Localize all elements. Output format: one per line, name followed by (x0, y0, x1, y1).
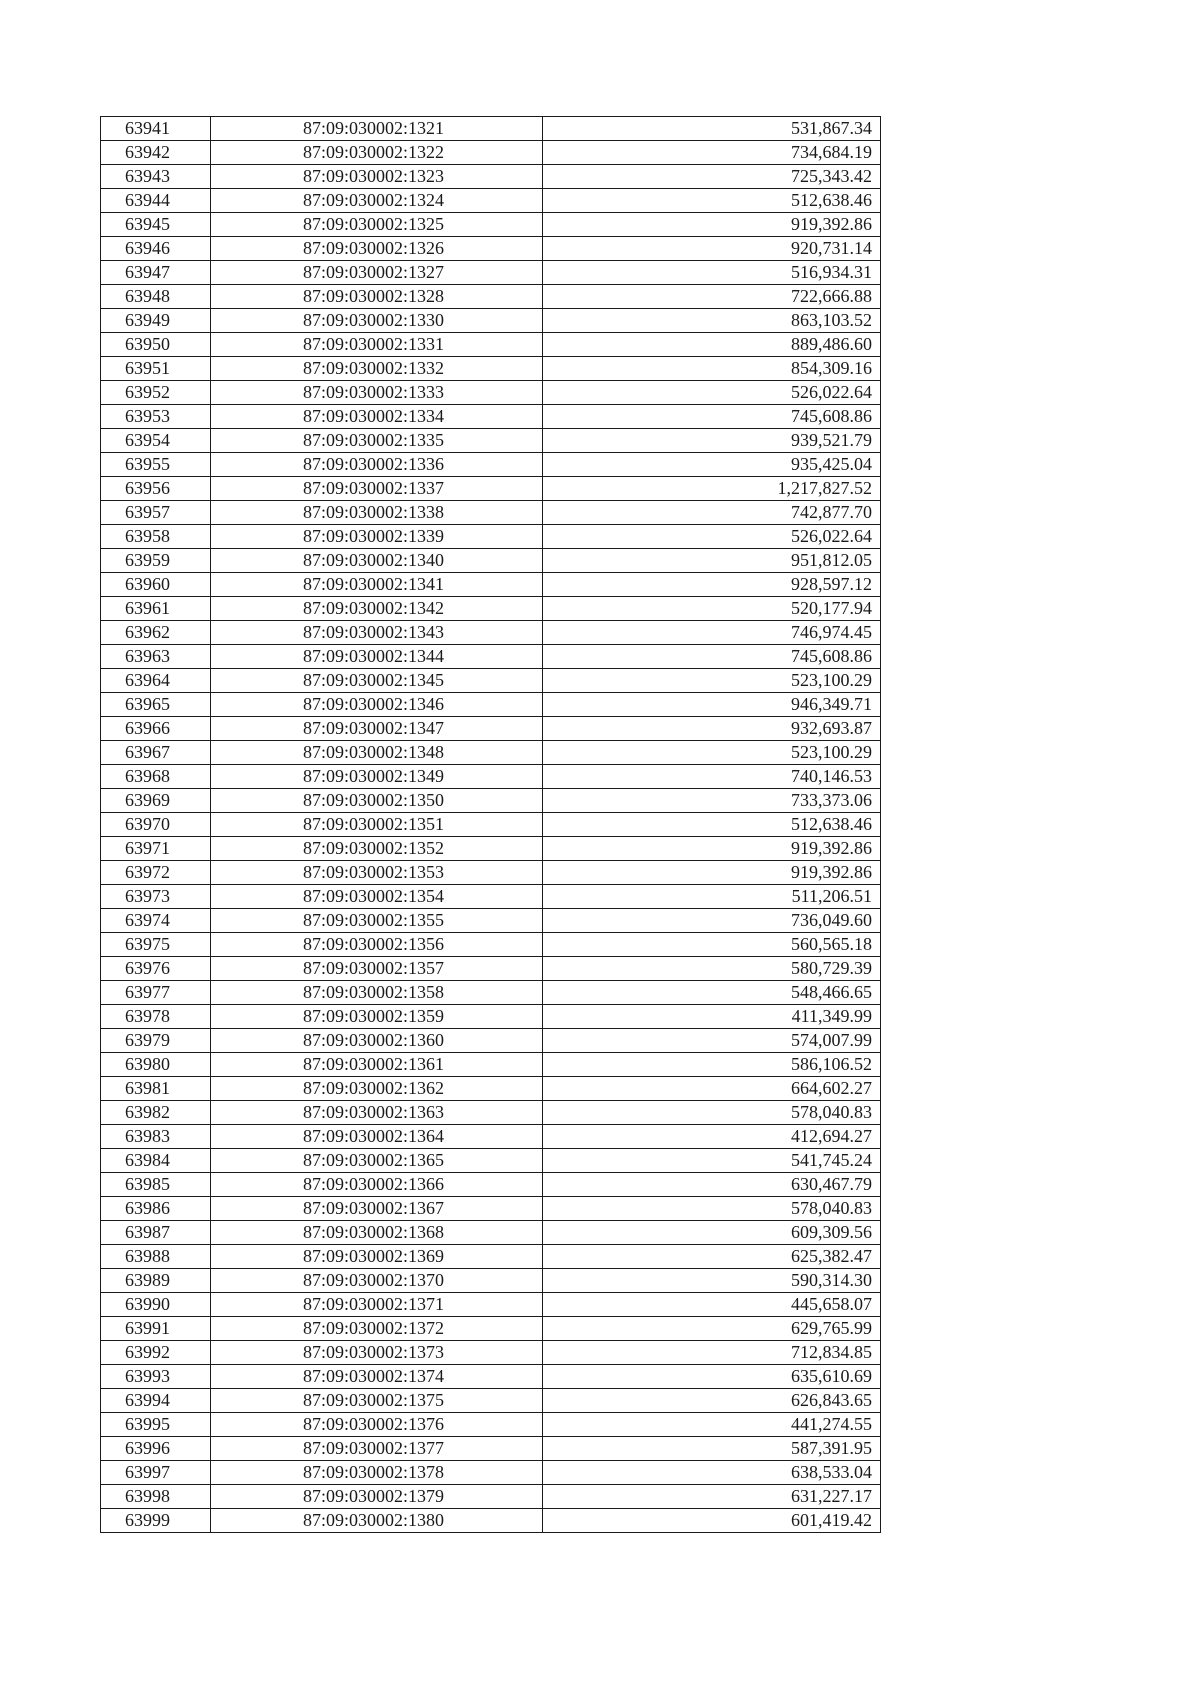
table-row (101, 1365, 881, 1389)
cadastral-value-cell: 586,106.52 (543, 1053, 881, 1077)
cadastral-value-cell: 635,610.69 (543, 1365, 881, 1389)
row-number-cell: 63948 (101, 285, 211, 309)
row-number-cell: 63976 (101, 957, 211, 981)
table-row (101, 165, 881, 189)
cadastral-value-cell: 740,146.53 (543, 765, 881, 789)
row-number-cell: 63981 (101, 1077, 211, 1101)
row-number-cell: 63964 (101, 669, 211, 693)
cadastral-value-cell: 631,227.17 (543, 1485, 881, 1509)
table-row (101, 693, 881, 717)
cadastral-number-cell: 87:09:030002:1354 (211, 885, 543, 909)
row-number-cell: 63972 (101, 861, 211, 885)
cadastral-number-cell: 87:09:030002:1372 (211, 1317, 543, 1341)
cadastral-value-cell: 625,382.47 (543, 1245, 881, 1269)
cadastral-number-cell: 87:09:030002:1356 (211, 933, 543, 957)
table-row (101, 909, 881, 933)
cadastral-value-cell: 526,022.64 (543, 525, 881, 549)
cadastral-value-cell: 512,638.46 (543, 189, 881, 213)
row-number-cell: 63969 (101, 789, 211, 813)
cadastral-number-cell: 87:09:030002:1365 (211, 1149, 543, 1173)
row-number-cell: 63998 (101, 1485, 211, 1509)
row-number-cell: 63985 (101, 1173, 211, 1197)
table-row (101, 405, 881, 429)
row-number-cell: 63973 (101, 885, 211, 909)
cadastral-number-cell: 87:09:030002:1343 (211, 621, 543, 645)
cadastral-value-cell: 928,597.12 (543, 573, 881, 597)
table-row (101, 117, 881, 141)
table-row (101, 1245, 881, 1269)
row-number-cell: 63995 (101, 1413, 211, 1437)
cadastral-value-cell: 664,602.27 (543, 1077, 881, 1101)
row-number-cell: 63992 (101, 1341, 211, 1365)
table-row (101, 837, 881, 861)
table-row (101, 813, 881, 837)
cadastral-value-cell: 951,812.05 (543, 549, 881, 573)
table-row (101, 669, 881, 693)
row-number-cell: 63986 (101, 1197, 211, 1221)
cadastral-number-cell: 87:09:030002:1322 (211, 141, 543, 165)
cadastral-value-cell: 574,007.99 (543, 1029, 881, 1053)
cadastral-value-cell: 412,694.27 (543, 1125, 881, 1149)
row-number-cell: 63947 (101, 261, 211, 285)
cadastral-number-cell: 87:09:030002:1369 (211, 1245, 543, 1269)
table-row (101, 1413, 881, 1437)
table-row (101, 357, 881, 381)
cadastral-number-cell: 87:09:030002:1361 (211, 1053, 543, 1077)
row-number-cell: 63975 (101, 933, 211, 957)
table-row (101, 381, 881, 405)
cadastral-number-cell: 87:09:030002:1335 (211, 429, 543, 453)
row-number-cell: 63980 (101, 1053, 211, 1077)
row-number-cell: 63982 (101, 1101, 211, 1125)
table-row (101, 1341, 881, 1365)
cadastral-value-cell: 733,373.06 (543, 789, 881, 813)
row-number-cell: 63990 (101, 1293, 211, 1317)
cadastral-value-cell: 523,100.29 (543, 669, 881, 693)
cadastral-number-cell: 87:09:030002:1360 (211, 1029, 543, 1053)
cadastral-number-cell: 87:09:030002:1351 (211, 813, 543, 837)
cadastral-number-cell: 87:09:030002:1352 (211, 837, 543, 861)
cadastral-value-cell: 742,877.70 (543, 501, 881, 525)
row-number-cell: 63949 (101, 309, 211, 333)
cadastral-value-cell: 736,049.60 (543, 909, 881, 933)
table-row (101, 189, 881, 213)
table-row (101, 1389, 881, 1413)
row-number-cell: 63951 (101, 357, 211, 381)
table-row (101, 789, 881, 813)
table-row (101, 1101, 881, 1125)
row-number-cell: 63943 (101, 165, 211, 189)
cadastral-value-cell: 526,022.64 (543, 381, 881, 405)
row-number-cell: 63983 (101, 1125, 211, 1149)
cadastral-number-cell: 87:09:030002:1342 (211, 597, 543, 621)
cadastral-number-cell: 87:09:030002:1380 (211, 1509, 543, 1533)
row-number-cell: 63967 (101, 741, 211, 765)
cadastral-value-cell: 580,729.39 (543, 957, 881, 981)
table-row (101, 237, 881, 261)
table-row (101, 477, 881, 501)
cadastral-number-cell: 87:09:030002:1373 (211, 1341, 543, 1365)
cadastral-value-cell: 587,391.95 (543, 1437, 881, 1461)
cadastral-value-cell: 889,486.60 (543, 333, 881, 357)
cadastral-number-cell: 87:09:030002:1344 (211, 645, 543, 669)
cadastral-number-cell: 87:09:030002:1334 (211, 405, 543, 429)
cadastral-number-cell: 87:09:030002:1328 (211, 285, 543, 309)
cadastral-value-cell: 520,177.94 (543, 597, 881, 621)
row-number-cell: 63978 (101, 1005, 211, 1029)
table-row (101, 741, 881, 765)
row-number-cell: 63963 (101, 645, 211, 669)
cadastral-value-cell: 541,745.24 (543, 1149, 881, 1173)
cadastral-number-cell: 87:09:030002:1359 (211, 1005, 543, 1029)
cadastral-number-cell: 87:09:030002:1341 (211, 573, 543, 597)
table-row (101, 1149, 881, 1173)
table-row (101, 1461, 881, 1485)
cadastral-value-cell: 578,040.83 (543, 1101, 881, 1125)
row-number-cell: 63952 (101, 381, 211, 405)
cadastral-value-cell: 919,392.86 (543, 861, 881, 885)
row-number-cell: 63960 (101, 573, 211, 597)
cadastral-number-cell: 87:09:030002:1362 (211, 1077, 543, 1101)
cadastral-number-cell: 87:09:030002:1375 (211, 1389, 543, 1413)
row-number-cell: 63953 (101, 405, 211, 429)
cadastral-value-cell: 516,934.31 (543, 261, 881, 285)
cadastral-number-cell: 87:09:030002:1371 (211, 1293, 543, 1317)
cadastral-number-cell: 87:09:030002:1336 (211, 453, 543, 477)
table-row (101, 885, 881, 909)
cadastral-number-cell: 87:09:030002:1346 (211, 693, 543, 717)
table-row (101, 1077, 881, 1101)
row-number-cell: 63971 (101, 837, 211, 861)
table-row (101, 1173, 881, 1197)
cadastral-number-cell: 87:09:030002:1330 (211, 309, 543, 333)
cadastral-value-cell: 560,565.18 (543, 933, 881, 957)
row-number-cell: 63994 (101, 1389, 211, 1413)
row-number-cell: 63965 (101, 693, 211, 717)
cadastral-number-cell: 87:09:030002:1370 (211, 1269, 543, 1293)
row-number-cell: 63996 (101, 1437, 211, 1461)
cadastral-value-cell: 745,608.86 (543, 405, 881, 429)
table-row (101, 597, 881, 621)
table-row (101, 1005, 881, 1029)
cadastral-value-cell: 946,349.71 (543, 693, 881, 717)
table-row (101, 645, 881, 669)
row-number-cell: 63966 (101, 717, 211, 741)
cadastral-number-cell: 87:09:030002:1376 (211, 1413, 543, 1437)
cadastral-value-cell: 863,103.52 (543, 309, 881, 333)
cadastral-value-cell: 523,100.29 (543, 741, 881, 765)
row-number-cell: 63956 (101, 477, 211, 501)
table-row (101, 957, 881, 981)
cadastral-number-cell: 87:09:030002:1331 (211, 333, 543, 357)
row-number-cell: 63997 (101, 1461, 211, 1485)
cadastral-number-cell: 87:09:030002:1349 (211, 765, 543, 789)
cadastral-number-cell: 87:09:030002:1338 (211, 501, 543, 525)
row-number-cell: 63974 (101, 909, 211, 933)
table-row (101, 501, 881, 525)
cadastral-value-cell: 441,274.55 (543, 1413, 881, 1437)
cadastral-value-cell: 1,217,827.52 (543, 477, 881, 501)
cadastral-number-cell: 87:09:030002:1353 (211, 861, 543, 885)
table-row (101, 429, 881, 453)
row-number-cell: 63961 (101, 597, 211, 621)
table-row (101, 1437, 881, 1461)
cadastral-number-cell: 87:09:030002:1347 (211, 717, 543, 741)
cadastral-number-cell: 87:09:030002:1332 (211, 357, 543, 381)
table-row (101, 1293, 881, 1317)
table-row (101, 453, 881, 477)
cadastral-value-cell: 746,974.45 (543, 621, 881, 645)
cadastral-number-cell: 87:09:030002:1377 (211, 1437, 543, 1461)
table-row (101, 1125, 881, 1149)
cadastral-value-cell: 920,731.14 (543, 237, 881, 261)
row-number-cell: 63991 (101, 1317, 211, 1341)
row-number-cell: 63954 (101, 429, 211, 453)
register-table-body (101, 117, 881, 1533)
cadastral-number-cell: 87:09:030002:1324 (211, 189, 543, 213)
cadastral-number-cell: 87:09:030002:1337 (211, 477, 543, 501)
row-number-cell: 63946 (101, 237, 211, 261)
row-number-cell: 63979 (101, 1029, 211, 1053)
cadastral-value-cell: 745,608.86 (543, 645, 881, 669)
row-number-cell: 63941 (101, 117, 211, 141)
table-row (101, 1269, 881, 1293)
row-number-cell: 63977 (101, 981, 211, 1005)
row-number-cell: 63944 (101, 189, 211, 213)
cadastral-number-cell: 87:09:030002:1327 (211, 261, 543, 285)
table-row (101, 1029, 881, 1053)
cadastral-value-cell: 919,392.86 (543, 837, 881, 861)
row-number-cell: 63968 (101, 765, 211, 789)
cadastral-number-cell: 87:09:030002:1379 (211, 1485, 543, 1509)
row-number-cell: 63959 (101, 549, 211, 573)
cadastral-value-cell: 578,040.83 (543, 1197, 881, 1221)
table-row (101, 933, 881, 957)
row-number-cell: 63962 (101, 621, 211, 645)
table-row (101, 549, 881, 573)
row-number-cell: 63945 (101, 213, 211, 237)
cadastral-value-cell: 629,765.99 (543, 1317, 881, 1341)
table-row (101, 1317, 881, 1341)
table-row (101, 1053, 881, 1077)
cadastral-number-cell: 87:09:030002:1350 (211, 789, 543, 813)
cadastral-value-cell: 854,309.16 (543, 357, 881, 381)
table-row (101, 285, 881, 309)
cadastral-value-cell: 919,392.86 (543, 213, 881, 237)
row-number-cell: 63999 (101, 1509, 211, 1533)
row-number-cell: 63950 (101, 333, 211, 357)
cadastral-value-cell: 734,684.19 (543, 141, 881, 165)
table-row (101, 1221, 881, 1245)
cadastral-value-cell: 531,867.34 (543, 117, 881, 141)
cadastral-number-cell: 87:09:030002:1366 (211, 1173, 543, 1197)
cadastral-number-cell: 87:09:030002:1367 (211, 1197, 543, 1221)
register-table (100, 116, 881, 1533)
cadastral-number-cell: 87:09:030002:1321 (211, 117, 543, 141)
cadastral-value-cell: 512,638.46 (543, 813, 881, 837)
cadastral-value-cell: 601,419.42 (543, 1509, 881, 1533)
cadastral-number-cell: 87:09:030002:1357 (211, 957, 543, 981)
cadastral-number-cell: 87:09:030002:1355 (211, 909, 543, 933)
table-row (101, 765, 881, 789)
cadastral-value-cell: 722,666.88 (543, 285, 881, 309)
cadastral-number-cell: 87:09:030002:1364 (211, 1125, 543, 1149)
cadastral-value-cell: 935,425.04 (543, 453, 881, 477)
table-row (101, 309, 881, 333)
table-row (101, 141, 881, 165)
cadastral-number-cell: 87:09:030002:1348 (211, 741, 543, 765)
table-row (101, 573, 881, 597)
cadastral-value-cell: 712,834.85 (543, 1341, 881, 1365)
cadastral-value-cell: 511,206.51 (543, 885, 881, 909)
table-row (101, 333, 881, 357)
table-row (101, 1197, 881, 1221)
table-row (101, 717, 881, 741)
row-number-cell: 63957 (101, 501, 211, 525)
table-row (101, 981, 881, 1005)
table-row (101, 861, 881, 885)
cadastral-number-cell: 87:09:030002:1378 (211, 1461, 543, 1485)
table-row (101, 261, 881, 285)
cadastral-number-cell: 87:09:030002:1326 (211, 237, 543, 261)
table-row (101, 621, 881, 645)
cadastral-number-cell: 87:09:030002:1374 (211, 1365, 543, 1389)
cadastral-value-cell: 725,343.42 (543, 165, 881, 189)
row-number-cell: 63942 (101, 141, 211, 165)
cadastral-number-cell: 87:09:030002:1339 (211, 525, 543, 549)
cadastral-number-cell: 87:09:030002:1325 (211, 213, 543, 237)
cadastral-value-cell: 445,658.07 (543, 1293, 881, 1317)
row-number-cell: 63970 (101, 813, 211, 837)
cadastral-value-cell: 626,843.65 (543, 1389, 881, 1413)
cadastral-value-cell: 638,533.04 (543, 1461, 881, 1485)
table-row (101, 213, 881, 237)
cadastral-value-cell: 411,349.99 (543, 1005, 881, 1029)
cadastral-value-cell: 548,466.65 (543, 981, 881, 1005)
row-number-cell: 63984 (101, 1149, 211, 1173)
row-number-cell: 63958 (101, 525, 211, 549)
table-row (101, 1485, 881, 1509)
cadastral-value-cell: 609,309.56 (543, 1221, 881, 1245)
cadastral-number-cell: 87:09:030002:1323 (211, 165, 543, 189)
cadastral-value-cell: 939,521.79 (543, 429, 881, 453)
cadastral-value-cell: 932,693.87 (543, 717, 881, 741)
cadastral-value-cell: 630,467.79 (543, 1173, 881, 1197)
table-row (101, 525, 881, 549)
cadastral-number-cell: 87:09:030002:1345 (211, 669, 543, 693)
cadastral-number-cell: 87:09:030002:1358 (211, 981, 543, 1005)
row-number-cell: 63989 (101, 1269, 211, 1293)
cadastral-number-cell: 87:09:030002:1340 (211, 549, 543, 573)
row-number-cell: 63987 (101, 1221, 211, 1245)
row-number-cell: 63993 (101, 1365, 211, 1389)
table-row (101, 1509, 881, 1533)
cadastral-number-cell: 87:09:030002:1333 (211, 381, 543, 405)
row-number-cell: 63988 (101, 1245, 211, 1269)
cadastral-value-cell: 590,314.30 (543, 1269, 881, 1293)
cadastral-number-cell: 87:09:030002:1363 (211, 1101, 543, 1125)
row-number-cell: 63955 (101, 453, 211, 477)
cadastral-number-cell: 87:09:030002:1368 (211, 1221, 543, 1245)
